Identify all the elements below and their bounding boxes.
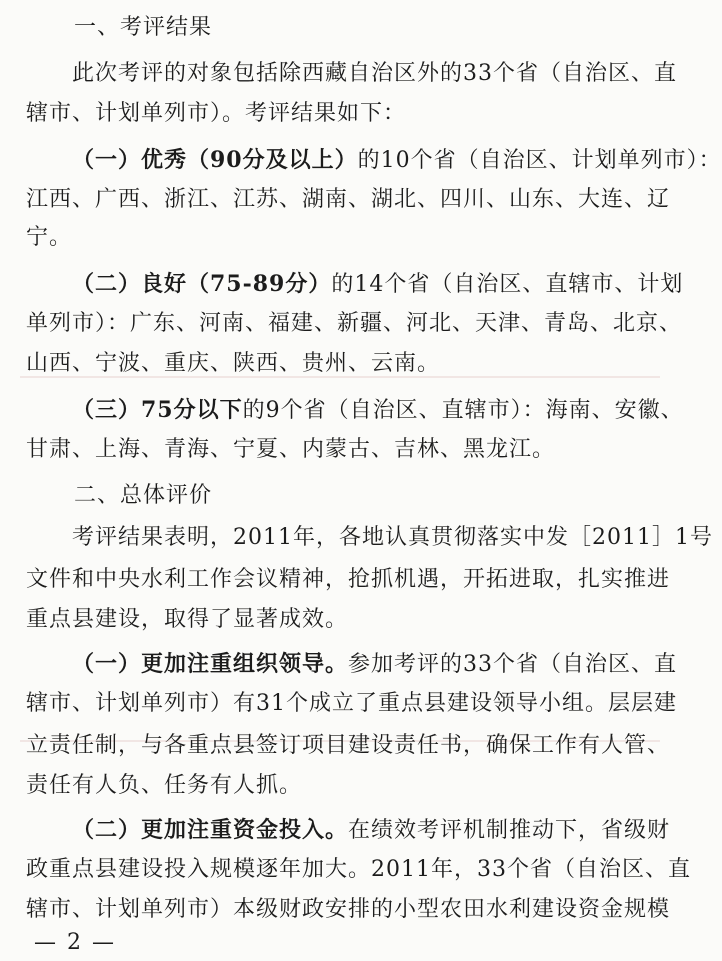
result-text: 的14个省（自治区、直辖市、计划 xyxy=(331,272,684,297)
page-number: — 2 — xyxy=(34,930,116,955)
result-label: （三）75分以下 xyxy=(72,397,243,423)
paragraph-line: 江西、广西、浙江、江苏、湖南、湖北、四川、山东、大连、辽 xyxy=(26,187,671,212)
result-item-3 xyxy=(72,396,684,425)
point-text: 参加考评的33个省（自治区、直 xyxy=(348,652,678,677)
paragraph-line: 文件和中央水利工作会议精神，抢抓机遇，开拓进取，扎实推进 xyxy=(26,567,671,592)
paragraph-line: 辖市、计划单列市）本级财政安排的小型农田水利建设资金规模 xyxy=(26,897,671,922)
paragraph-line: 考评结果表明，2011年，各地认真贯彻落实中发［2011］1号 xyxy=(72,525,713,550)
result-text: 的10个省（自治区、计划单列市）： xyxy=(357,148,722,173)
evaluation-point-2 xyxy=(72,816,671,845)
result-label: （二）良好（75-89分） xyxy=(72,271,332,297)
paragraph-line: 单列市）：广东、河南、福建、新疆、河北、天津、青岛、北京、 xyxy=(26,311,683,336)
result-item-1 xyxy=(72,146,722,175)
paragraph-line: 重点县建设，取得了显著成效。 xyxy=(26,607,349,632)
section-heading: 一、考评结果 xyxy=(74,15,213,40)
paragraph-line: 甘肃、上海、青海、宁夏、内蒙古、吉林、黑龙江。 xyxy=(26,437,556,462)
paragraph-line: 山西、宁波、重庆、陕西、贵州、云南。 xyxy=(26,351,441,376)
result-text: 的9个省（自治区、直辖市）：海南、安徽、 xyxy=(242,398,684,423)
point-label: （一）更加注重组织领导。 xyxy=(72,651,349,677)
paragraph-line: 辖市、计划单列市）。考评结果如下： xyxy=(26,101,407,126)
paragraph-line: 立责任制，与各重点县签订项目建设责任书，确保工作有人管、 xyxy=(26,733,671,758)
section-heading: 二、总体评价 xyxy=(74,483,213,508)
paragraph-line: 宁。 xyxy=(26,225,73,250)
point-text: 在绩效考评机制推动下，省级财 xyxy=(348,818,671,843)
paragraph-line: 责任有人负、任务有人抓。 xyxy=(26,773,303,798)
result-label: （一）优秀（90分及以上） xyxy=(72,147,358,173)
evaluation-point-1 xyxy=(72,650,678,679)
result-item-2 xyxy=(72,270,684,299)
paragraph-line: 辖市、计划单列市）有31个成立了重点县建设领导小组。层层建 xyxy=(26,691,677,716)
paragraph-line: 政重点县建设投入规模逐年加大。2011年，33个省（自治区、直 xyxy=(26,857,691,882)
paragraph-line: 此次考评的对象包括除西藏自治区外的33个省（自治区、直 xyxy=(72,61,677,86)
point-label: （二）更加注重资金投入。 xyxy=(72,817,349,843)
